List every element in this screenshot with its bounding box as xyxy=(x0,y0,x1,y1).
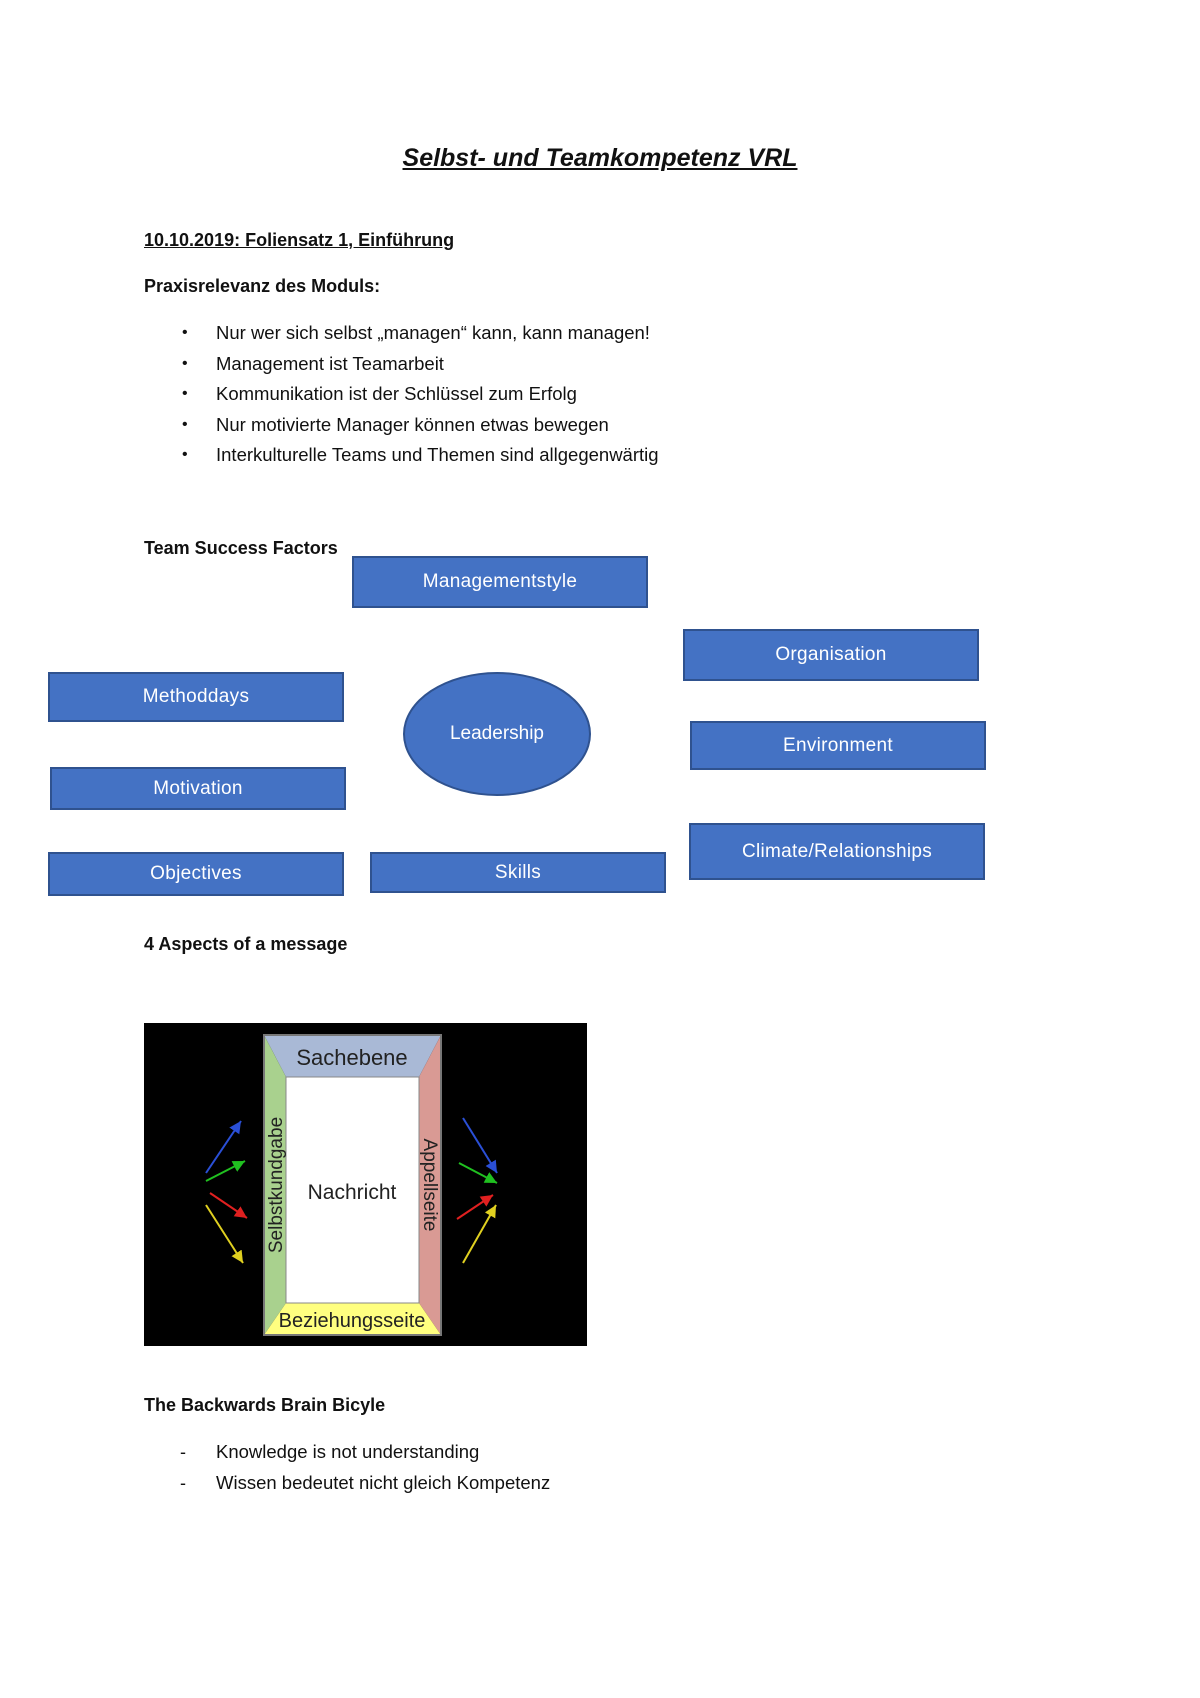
aspects-heading: 4 Aspects of a message xyxy=(144,934,348,954)
factor-methoddays: Methoddays xyxy=(48,672,344,722)
factor-organisation: Organisation xyxy=(683,629,979,681)
nachricht-label: Nachricht xyxy=(307,1181,397,1204)
bullet-icon: • xyxy=(182,354,188,372)
session-heading: 10.10.2019: Foliensatz 1, Einführung xyxy=(144,230,455,250)
list-item xyxy=(144,349,944,380)
praxis-list xyxy=(144,318,944,471)
list-item-text: Wissen bedeutet nicht gleich Kompetenz xyxy=(216,1471,551,1493)
selbstkundgabe-label: Selbstkundgabe xyxy=(266,1116,287,1254)
list-item xyxy=(144,1468,944,1499)
list-item-text: Knowledge is not understanding xyxy=(216,1441,480,1462)
dash-icon: - xyxy=(180,1472,186,1493)
factor-objectives: Objectives xyxy=(48,852,344,896)
bullet-icon: • xyxy=(182,415,188,433)
bullet-icon: • xyxy=(182,385,188,402)
list-item xyxy=(144,1437,944,1468)
factor-motivation: Motivation xyxy=(50,767,346,810)
list-item xyxy=(144,379,944,410)
factor-skills: Skills xyxy=(370,852,666,893)
brain-heading: The Backwards Brain Bicyle xyxy=(144,1395,386,1415)
praxis-heading: Praxisrelevanz des Moduls: xyxy=(144,276,381,296)
factor-environment: Environment xyxy=(690,721,986,770)
bullet-icon: • xyxy=(182,446,188,463)
sachebene-label: Sachebene xyxy=(296,1045,408,1070)
dash-icon: - xyxy=(180,1442,186,1462)
message-model-diagram xyxy=(144,1023,587,1346)
brain-list xyxy=(144,1437,944,1498)
list-item-text: Management ist Teamarbeit xyxy=(216,352,444,374)
factor-leadership: Leadership xyxy=(403,672,591,796)
team-heading: Team Success Factors xyxy=(144,538,338,558)
list-item xyxy=(144,410,944,441)
list-item xyxy=(144,318,944,349)
page-title: Selbst- und Teamkompetenz VRL xyxy=(402,144,798,172)
list-item xyxy=(144,440,944,471)
list-item-text: Nur wer sich selbst „managen“ kann, kann managen! xyxy=(216,322,650,343)
list-item-text: Nur motivierte Manager können etwas bewegen xyxy=(216,413,609,435)
list-item-text: Interkulturelle Teams und Themen sind allgegenwärtig xyxy=(216,444,659,465)
beziehungsseite-label: Beziehungsseite xyxy=(278,1310,426,1332)
bullet-icon: • xyxy=(182,324,188,341)
appellseite-label: Appellseite xyxy=(419,1138,440,1232)
factor-climate-relationships: Climate/Relationships xyxy=(689,823,985,880)
list-item-text: Kommunikation ist der Schlüssel zum Erfolg xyxy=(216,383,577,404)
factor-managementstyle: Managementstyle xyxy=(352,556,648,608)
